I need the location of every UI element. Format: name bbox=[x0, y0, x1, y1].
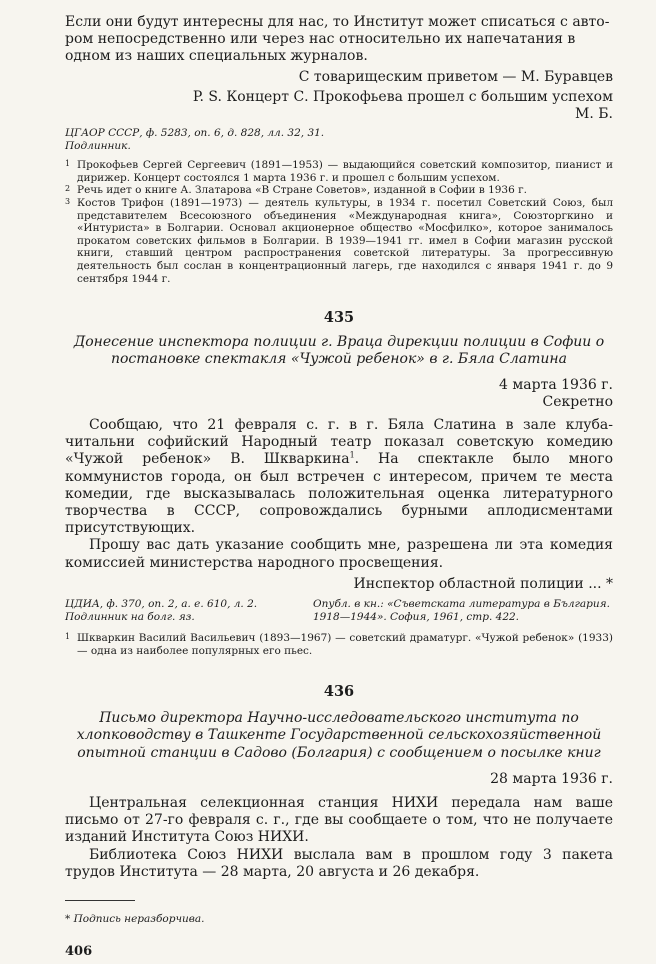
footnote bbox=[65, 159, 613, 184]
publication-note-435: Опубл. в кн.: «Съветската литература в България. 1918—1944». София, 1961, стр. 422. bbox=[313, 598, 610, 623]
report-paragraph-1 bbox=[65, 417, 613, 537]
report-text-cont: . На спектакле было много коммунистов города, он был встречен с интересом, причем те места комедии, где высказывалась положительная оценка литературного творчества в СССР, сопровождались бурными аплодисментами присутствующих. bbox=[65, 451, 613, 537]
footnote-text: Речь идет о книге А. Златарова «В Стране Советов», изданной в Софии в 1936 г. bbox=[77, 184, 527, 197]
postscript-signature: М. Б. bbox=[575, 106, 613, 123]
archive-source-435: ЦДИА, ф. 370, оп. 2, а. е. 610, л. 2. bbox=[65, 598, 258, 610]
footnote-mark: 1 bbox=[65, 632, 71, 641]
footnote-text: Прокофьев Сергей Сергеевич (1891—1953) — выдающийся советский композитор, пианист и дирижер. Концерт состоялся 1 марта 1936 г. и прошел с большим успехом. bbox=[77, 159, 613, 184]
footnote-text: Костов Трифон (1891—1973) — деятель культуры, в 1934 г. посетил Советский Союз, был представителем Всесоюзного объединения «Международная книга», Союзторгкино и «Интуриста» в Болгарии. Основал акционерное общество «Мосфилко», которое занималось прокатом советских фильмов в Болгарии. В 1939—1941 гг. имел в Софии магазин русской книги, ставший центром распространения советской литературы. За прогрессивную деятельность был сослан в концентрационный лагерь, где находился с января 1941 г. до 9 сентября 1944 г. bbox=[77, 197, 613, 285]
inspector-signature: Инспектор областной полиции ... * bbox=[353, 575, 613, 592]
report-text: Сообщаю, что 21 февраля с. г. в г. Бяла Слатина в зале клуба-читальни софийский Народный театр показал советскую комедию «Чужой ребенок» В. Шкваркина bbox=[65, 416, 613, 468]
original-note: Подлинник. bbox=[65, 140, 131, 153]
archive-right bbox=[313, 598, 613, 624]
footnote bbox=[65, 184, 613, 197]
letter-paragraph-2: Библиотека Союз НИХИ выслала вам в прошлом году 3 пакета трудов Института — 28 марта, 20 августа и 26 декабря. bbox=[65, 846, 613, 880]
document-number-435: 435 bbox=[323, 309, 355, 327]
archive-left bbox=[65, 598, 295, 624]
footnote bbox=[65, 197, 613, 285]
archive-source: ЦГАОР СССР, ф. 5283, оп. 6, д. 828, лл. 32, 31. bbox=[65, 127, 325, 140]
intro-line: Если они будут интересны для нас, то Институт может списаться с авто- bbox=[65, 14, 610, 30]
report-paragraph-2: Прошу вас дать указание сообщить мне, разрешена ли эта комедия комиссией министерства народного просвещения. bbox=[65, 537, 613, 571]
footnote-star: * Подпись неразборчива. bbox=[65, 913, 205, 926]
footnote-text: Шкваркин Василий Васильевич (1893—1967) — советский драматург. «Чужой ребенок» (1933) — одна из наиболее популярных его пьес. bbox=[77, 632, 613, 657]
document-page bbox=[65, 14, 613, 959]
postscript: P. S. Концерт С. Прокофьева прошел с большим успехом bbox=[192, 88, 613, 105]
document-title-435: Донесение инспектора полиции г. Враца дирекции полиции в Софии о постановке спектакля «Чужой ребенок» в г. Бяла Слатина bbox=[73, 334, 605, 368]
footnote-mark: 2 bbox=[65, 184, 71, 194]
footnote-mark: 3 bbox=[65, 197, 71, 206]
secrecy-label: Секретно bbox=[542, 393, 613, 410]
document-number-436: 436 bbox=[323, 683, 355, 701]
footnote-435 bbox=[65, 632, 613, 657]
signature-buravtsev: С товарищеским приветом — М. Буравцев bbox=[298, 68, 613, 85]
archive-columns bbox=[65, 598, 613, 624]
document-title-436: Письмо директора Научно-исследовательского института по хлопководству в Ташкенте Государственной сельскохозяйственной опытной станции в Садово (Болгария) с сообщением о посылке книг bbox=[76, 710, 602, 761]
footnote-mark: 1 bbox=[65, 159, 71, 169]
intro-paragraph bbox=[65, 14, 613, 66]
footnote-divider bbox=[65, 900, 135, 901]
intro-line: одном из наших специальных журналов. bbox=[65, 48, 368, 65]
footnotes-block bbox=[65, 159, 613, 285]
letter-paragraph-1: Центральная селекционная станция НИХИ передала нам ваше письмо от 27-го февраля с. г., где вы сообщаете о том, что не получаете изданий Института Союз НИХИ. bbox=[65, 795, 613, 846]
page-number: 406 bbox=[65, 944, 93, 960]
document-date-436: 28 марта 1936 г. bbox=[490, 770, 613, 787]
intro-line: ром непосредственно или через нас относительно их напечатания в bbox=[65, 31, 576, 48]
footnote-ref: 1 bbox=[349, 450, 355, 460]
document-date-435: 4 марта 1936 г. bbox=[499, 376, 613, 393]
original-note-435: Подлинник на болг. яз. bbox=[65, 611, 195, 623]
